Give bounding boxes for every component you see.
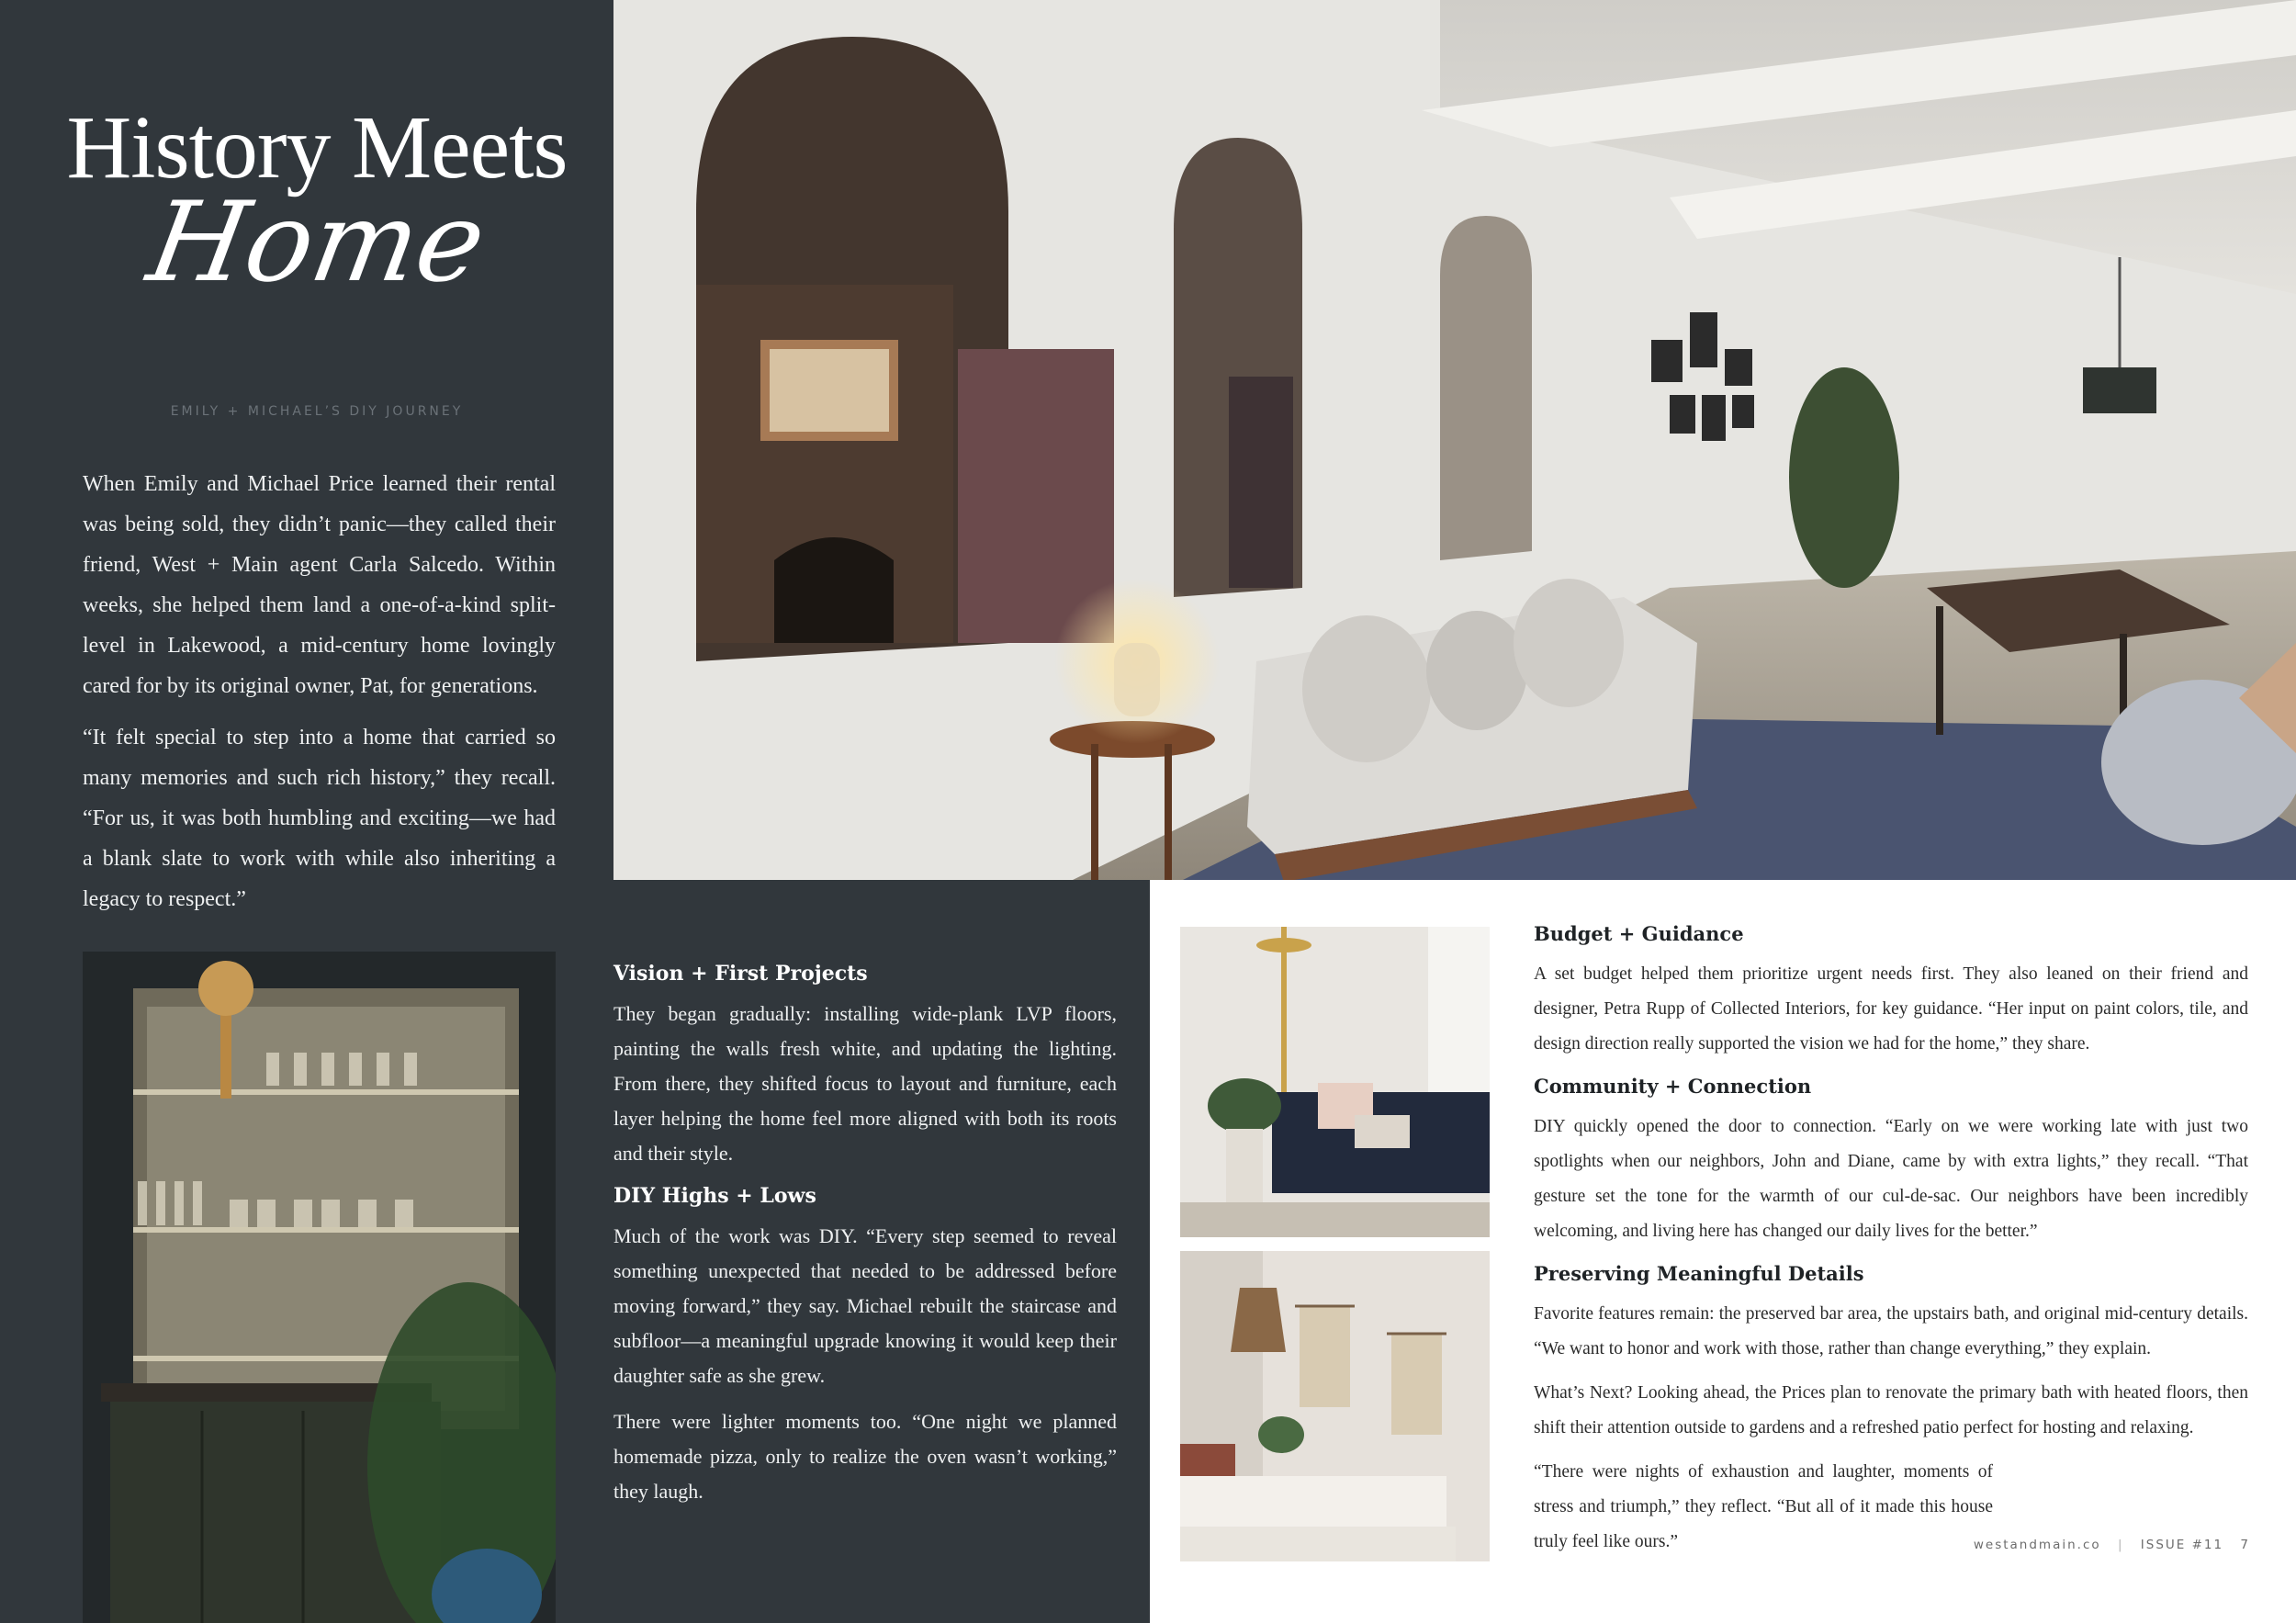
section-paragraph: A set budget helped them prioritize urgent needs first. They also leaned on their friend and designer, Petra Rupp of Collected Interiors, for key guidance. “Her input on paint colors, tile, and design direction really supported the vision we had for the home,” they share. (1534, 964, 2248, 1054)
section-paragraph: They began gradually: installing wide-plank LVP floors, painting the walls fresh white, and updating the lighting. From there, they shifted focus to layout and furniture, each layer helping the home feel more aligned with both its roots and their style. (613, 1002, 1117, 1165)
section-heading: Preserving Meaningful Details (1534, 1262, 1864, 1285)
sofa-photo (1180, 927, 1490, 1237)
section-paragraph: There were lighter moments too. “One night we planned homemade pizza, only to realize the oven wasn’t working,” they laugh. (613, 1410, 1117, 1503)
website-link[interactable]: westandmain.co (1973, 1538, 2101, 1552)
section-heading: DIY Highs + Lows (613, 1184, 816, 1208)
bedroom-photo (1180, 1251, 1490, 1561)
bar-area-photo (83, 952, 556, 1623)
footer-divider: | (2117, 1538, 2124, 1552)
right-column (1534, 919, 2248, 1567)
kicker: EMILY + MICHAEL’S DIY JOURNEY (170, 404, 464, 419)
intro-text (83, 464, 556, 930)
issue-number: ISSUE #11 (2140, 1538, 2224, 1552)
closing-quote: “There were nights of exhaustion and laughter, moments of stress and triumph,” they reflect. “But all of it made this house truly feel like ours.” (1534, 1462, 1993, 1551)
living-room-photo (613, 0, 2296, 880)
section-heading: Vision + First Projects (613, 962, 868, 986)
section-paragraph: DIY quickly opened the door to connection. “Early on we were working late with just two spotlights when our neighbors, John and Diane, came by with extra lights,” they recall. “That gesture set the tone for the warmth of our cul-de-sac. Our neighbors have been incredibly welcoming, and living here has changed our daily lives for the better.” (1534, 1117, 2248, 1241)
headline-script: Home (139, 179, 495, 307)
intro-paragraph: When Emily and Michael Price learned their rental was being sold, they didn’t panic—they called their friend, West + Main agent Carla Salcedo. Within weeks, she helped them land a one-of-a-kind split-level in Lakewood, a mid-century home lovingly cared for by its original owner, Pat, for generations. (83, 472, 556, 698)
page-number: 7 (2240, 1538, 2250, 1552)
section-paragraph: Much of the work was DIY. “Every step seemed to reveal something unexpected that needed to be addressed before moving forward,” they say. Michael rebuilt the staircase and subfloor—a meaningful upgrade knowing it would keep their daughter safe as she grew. (613, 1224, 1117, 1387)
section-heading: Community + Connection (1534, 1075, 1812, 1098)
page-footer (1837, 1538, 2250, 1552)
section-paragraph: Favorite features remain: the preserved bar area, the upstairs bath, and original mid-century details. “We want to honor and work with those, rather than change everything,” they explain. (1534, 1304, 2248, 1358)
section-paragraph: What’s Next? Looking ahead, the Prices plan to renovate the primary bath with heated floors, then shift their attention outside to gardens and a refreshed patio perfect for hosting and relaxing. (1534, 1383, 2248, 1437)
section-heading: Budget + Guidance (1534, 922, 1744, 945)
middle-column (613, 960, 1117, 1520)
headline: History Meets (66, 98, 568, 197)
intro-quote: “It felt special to step into a home that carried so many memories and such rich history,” they recall. “For us, it was both humbling and exciting—we had a blank slate to work with while also inheriting a legacy to respect.” (83, 726, 556, 911)
